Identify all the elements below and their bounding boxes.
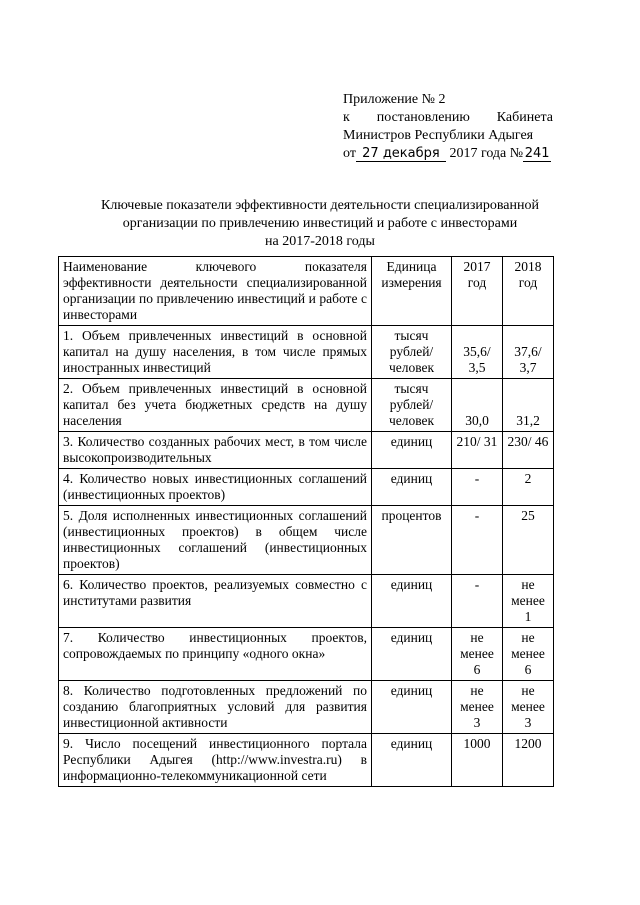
appendix-number: Приложение № 2 [343, 92, 446, 107]
row-8-unit: единиц [372, 681, 452, 734]
title-line-3: на 2017-2018 годы [265, 234, 375, 249]
table-row [59, 469, 554, 506]
row-7-unit: единиц [372, 628, 452, 681]
row-3-2018: 230/ 46 [503, 432, 554, 469]
row-2-2018: 31,2 [503, 379, 554, 432]
document-number: 241 [524, 146, 550, 161]
date-day-month: 27 декабря [356, 147, 446, 162]
row-7-2018: не менее 6 [503, 628, 554, 681]
table-row [59, 432, 554, 469]
table-row [59, 681, 554, 734]
row-9-2018: 1200 [503, 734, 554, 787]
row-6-2018: не менее 1 [503, 575, 554, 628]
row-4-unit: единиц [372, 469, 452, 506]
row-1-2018: 37,6/ 3,7 [503, 326, 554, 379]
row-8-name: 8. Количество подготовленных предложений по созданию благоприятных условий для развития инвестиционной активности [59, 681, 372, 734]
table-header-row [59, 257, 554, 326]
table-row [59, 326, 554, 379]
date-prefix: от [343, 146, 356, 161]
row-1-name: 1. Объем привлеченных инвестиций в основной капитал на душу населения, в том числе прямых иностранных инвестиций [59, 326, 372, 379]
table-row [59, 506, 554, 575]
row-2-name: 2. Объем привлеченных инвестиций в основной капитал без учета бюджетных средств на душу населения [59, 379, 372, 432]
row-5-2017: - [452, 506, 503, 575]
kpi-table [58, 256, 554, 787]
row-9-unit: единиц [372, 734, 452, 787]
appendix-header [343, 91, 553, 165]
appendix-word-k: к [343, 110, 350, 125]
header-year-2018: 2018 год [503, 257, 554, 326]
row-2-unit: тысяч рублей/ человек [372, 379, 452, 432]
row-3-name: 3. Количество созданных рабочих мест, в том числе высокопроизводительных [59, 432, 372, 469]
row-3-unit: единиц [372, 432, 452, 469]
header-year-2017: 2017 год [452, 257, 503, 326]
row-7-name: 7. Количество инвестиционных проектов, сопровождаемых по принципу «одного окна» [59, 628, 372, 681]
row-4-2017: - [452, 469, 503, 506]
row-7-2017: не менее 6 [452, 628, 503, 681]
row-6-name: 6. Количество проектов, реализуемых совместно с институтами развития [59, 575, 372, 628]
row-8-2018: не менее 3 [503, 681, 554, 734]
row-5-2018: 25 [503, 506, 554, 575]
appendix-cabinet-line: Министров Республики Адыгея [343, 128, 534, 143]
row-5-unit: процентов [372, 506, 452, 575]
row-1-unit: тысяч рублей/ человек [372, 326, 452, 379]
title-line-1: Ключевые показатели эффективности деятельности специализированной [101, 198, 539, 213]
title-line-2: организации по привлечению инвестиций и работе с инвесторами [122, 216, 518, 231]
row-8-2017: не менее 3 [452, 681, 503, 734]
table-row [59, 575, 554, 628]
row-6-2017: - [452, 575, 503, 628]
table-row [59, 628, 554, 681]
table-row [59, 379, 554, 432]
row-4-name: 4. Количество новых инвестиционных соглашений (инвестиционных проектов) [59, 469, 372, 506]
appendix-resolution-line [343, 109, 553, 127]
row-4-2018: 2 [503, 469, 554, 506]
row-6-unit: единиц [372, 575, 452, 628]
header-indicator-name: Наименование ключевого показателя эффективности деятельности специализированной организации по привлечению инвестиций и работе с инвесторами [59, 257, 372, 326]
appendix-word-postanovleniyu: постановлению [376, 110, 470, 125]
row-9-name: 9. Число посещений инвестиционного портала Республики Адыгея (http://www.investra.ru) в информационно-телекоммуникационной сети [59, 734, 372, 787]
row-9-2017: 1000 [452, 734, 503, 787]
document-title [60, 197, 580, 251]
row-5-name: 5. Доля исполненных инвестиционных соглашений (инвестиционных проектов) в общем числе инвестиционных соглашений (инвестиционных проектов) [59, 506, 372, 575]
header-unit: Единица измерения [372, 257, 452, 326]
date-year: 2017 года № [449, 146, 524, 161]
row-1-2017: 35,6/ 3,5 [452, 326, 503, 379]
row-2-2017: 30,0 [452, 379, 503, 432]
row-3-2017: 210/ 31 [452, 432, 503, 469]
appendix-word-kabineta: Кабинета [496, 110, 553, 125]
appendix-date-line [343, 145, 553, 165]
table-row [59, 734, 554, 787]
